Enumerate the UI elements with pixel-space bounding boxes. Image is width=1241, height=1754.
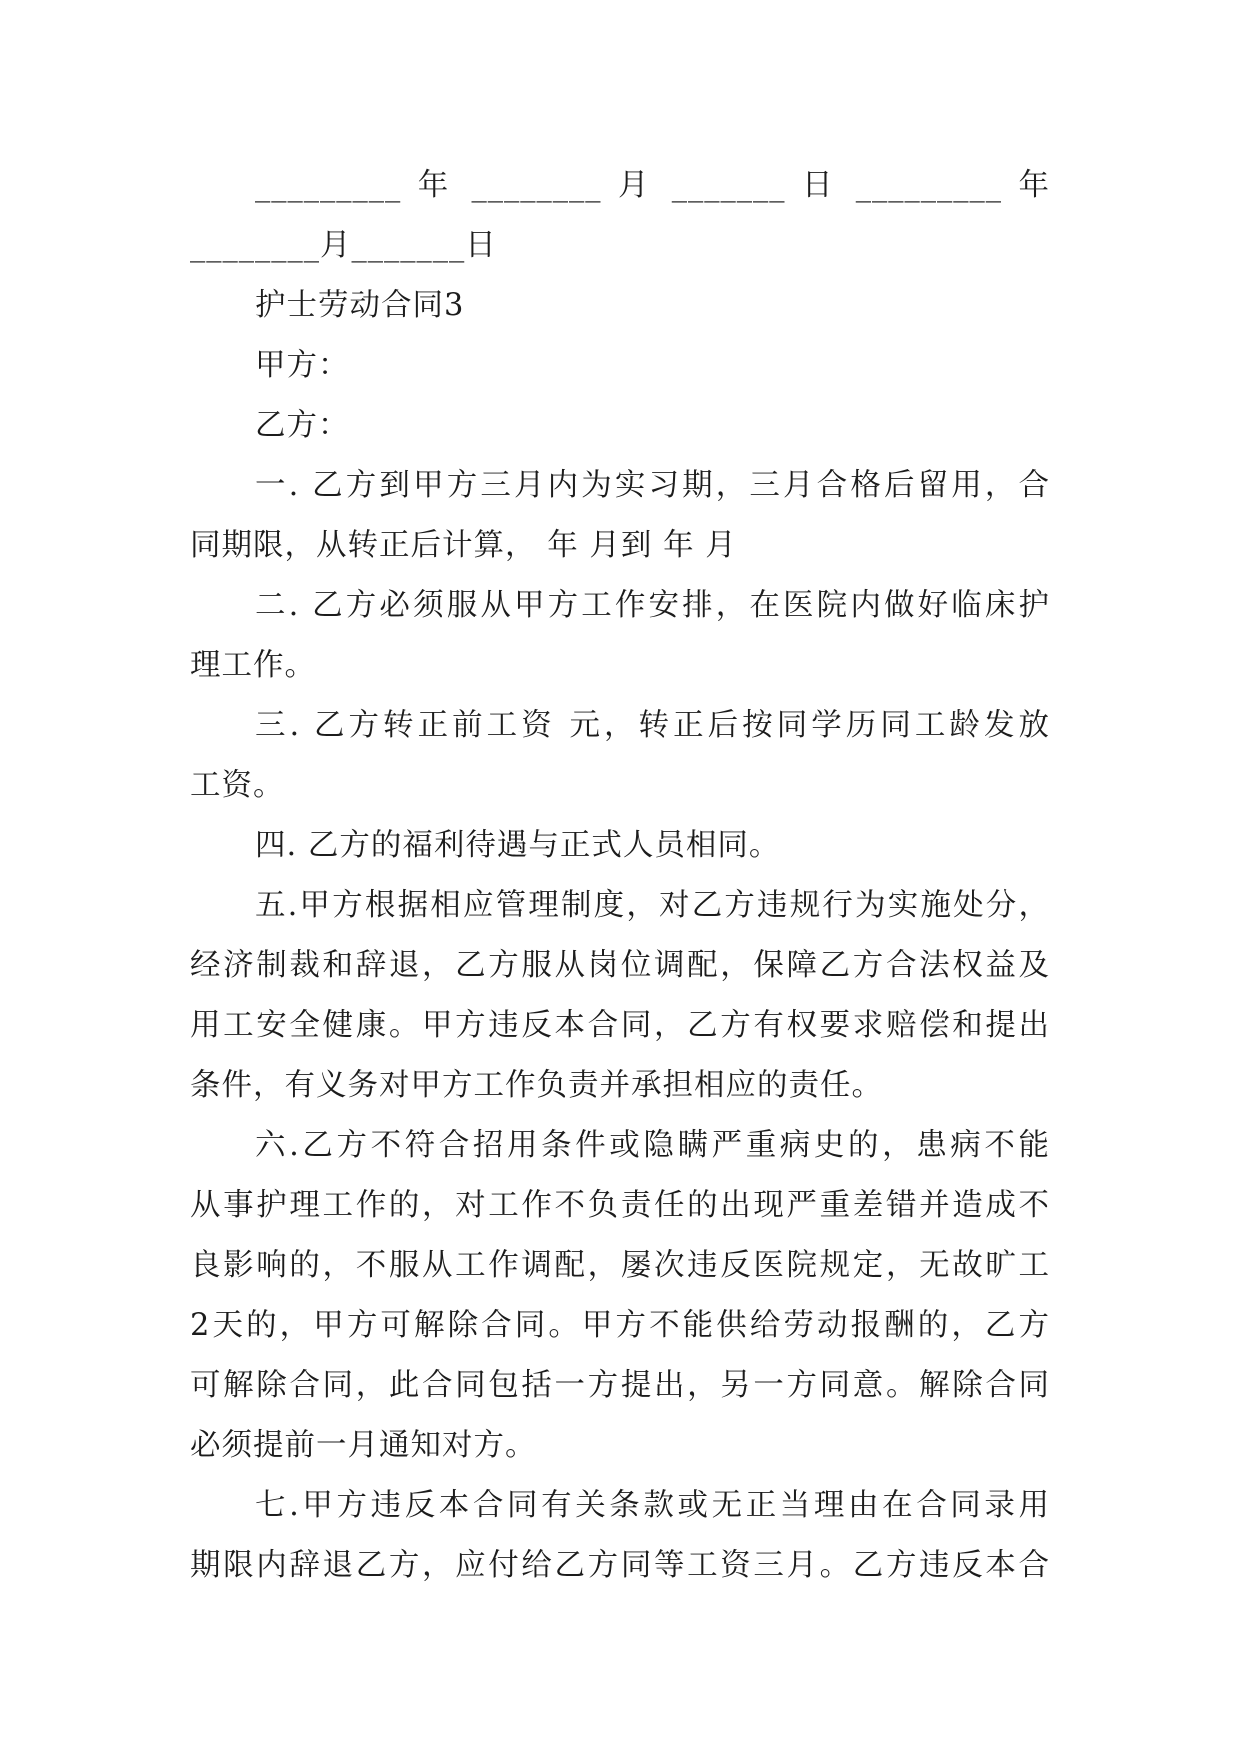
date-line: _________ 年 ________ 月 _______ 日 _________ 年 (255, 168, 1050, 203)
clause-line: 一. 乙方到甲方三月内为实习期，三月合格后留用，合 (255, 468, 1050, 503)
party-a-label: 甲方： (255, 348, 350, 383)
clause-line: 可解除合同，此合同包括一方提出，另一方同意。解除合同 (190, 1368, 1050, 1403)
clause-line: 工资。 (190, 768, 285, 803)
clause-line: 2天的，甲方可解除合同。甲方不能供给劳动报酬的，乙方 (190, 1308, 1050, 1343)
clause-line: 期限内辞退乙方，应付给乙方同等工资三月。乙方违反本合 (190, 1548, 1050, 1583)
clause-line: 良影响的，不服从工作调配，屡次违反医院规定，无故旷工 (190, 1248, 1050, 1283)
clause-line: 用工安全健康。甲方违反本合同，乙方有权要求赔偿和提出 (190, 1008, 1050, 1043)
clause-line: 七.甲方违反本合同有关条款或无正当理由在合同录用 (255, 1488, 1050, 1523)
clause-line: 从事护理工作的，对工作不负责任的出现严重差错并造成不 (190, 1188, 1050, 1223)
clause-line: 四. 乙方的福利待遇与正式人员相同。 (255, 828, 781, 863)
party-b-label: 乙方： (255, 408, 350, 443)
document-title: 护士劳动合同3 (255, 288, 465, 323)
clause-line: 理工作。 (190, 648, 316, 683)
clause-line: 五.甲方根据相应管理制度，对乙方违规行为实施处分， (255, 888, 1050, 923)
date-line: ________月_______日 (190, 228, 497, 263)
clause-line: 经济制裁和辞退，乙方服从岗位调配，保障乙方合法权益及 (190, 948, 1050, 983)
clause-line: 必须提前一月通知对方。 (190, 1428, 537, 1463)
clause-line: 同期限，从转正后计算， 年 月到 年 月 (190, 528, 737, 563)
clause-line: 条件，有义务对甲方工作负责并承担相应的责任。 (190, 1068, 883, 1103)
clause-line: 二. 乙方必须服从甲方工作安排，在医院内做好临床护 (255, 588, 1050, 623)
clause-line: 三. 乙方转正前工资 元，转正后按同学历同工龄发放 (255, 708, 1050, 743)
clause-line: 六.乙方不符合招用条件或隐瞒严重病史的，患病不能 (255, 1128, 1050, 1163)
